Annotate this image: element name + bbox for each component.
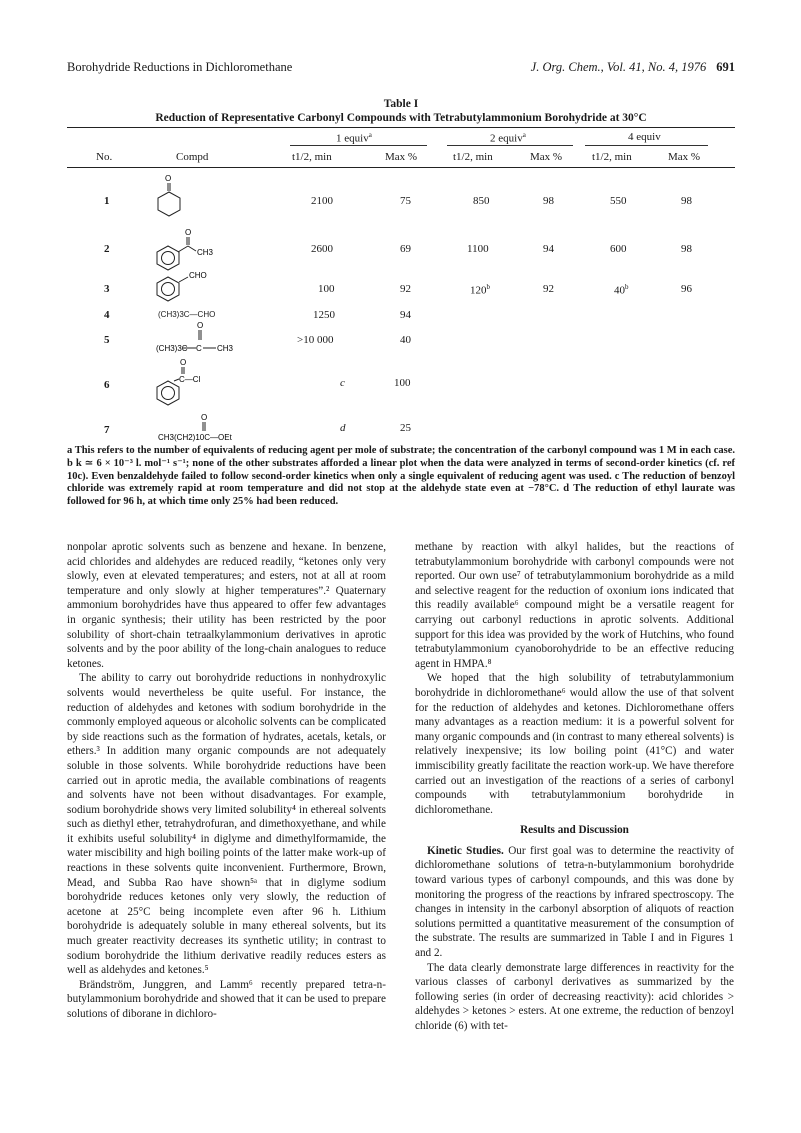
table-cell: 92 bbox=[400, 283, 411, 295]
group-rule-1 bbox=[290, 145, 427, 146]
col-header-t-half-2: t1/2, min bbox=[453, 151, 493, 163]
col-header-compd: Compd bbox=[176, 151, 209, 163]
table-cell: 92 bbox=[543, 283, 554, 295]
body-column-left bbox=[67, 540, 386, 1022]
table-cell: 94 bbox=[543, 243, 554, 255]
table-top-rule bbox=[67, 127, 735, 128]
table-cell: 1100 bbox=[467, 243, 489, 255]
row-number: 1 bbox=[104, 195, 110, 207]
pivaldehyde-formula: (CH3)3C—CHO bbox=[158, 310, 216, 319]
journal-citation: J. Org. Chem., Vol. 41, No. 4, 1976 691 bbox=[530, 60, 735, 74]
table-cell: 98 bbox=[681, 195, 692, 207]
paragraph: The ability to carry out borohydride reductions in nonhydroxylic solvents would nevertheless be quite useful. For instance, the reduction of aldehydes and ketones with sodium borohydride in the commonly employed aqueous or alcoholic solvents can be complicated by side reactions such as the formation of hydrates, acetals, ketals, or ethers.³ In addition many organic compounds are not adequately soluble in those solvents. While borohydride reductions have been carried out in aprotic media, the available combinations of reagents and solvents have not been without disadvantages. For example, sodium borohydride shows very limited solubility⁴ in ethereal solvents such as diethyl ether, tetrahydrofuran, and dimethoxyethane, and while it exhibits useful solubility⁴ in diglyme and dimethylformamide, the water miscibility and high boiling points of the latter make work-up of reactions in these solvents quite inconvenient. Furthermore, Brown, Mead, and Subba Rao have shown⁵ᵃ that in diglyme sodium borohydride reduces ketones only very slowly, the reduction of acetone at 25°C being incomplete even after 96 h. Lithium borohydride is adequately soluble in many ethereal solvents, but its much greater reactivity decreases its synthetic utility; in contrast to sodium borohydride the lithium derivative readily reduces esters as well as aldehydes and ketones.⁵ bbox=[67, 672, 386, 977]
svg-text:CH3: CH3 bbox=[217, 344, 234, 353]
body-column-right bbox=[415, 540, 734, 1034]
svg-text:(CH3)3C: (CH3)3C bbox=[156, 344, 188, 353]
svg-text:O: O bbox=[197, 321, 204, 330]
svg-text:C—Cl: C—Cl bbox=[179, 375, 201, 384]
col-header-max-4: Max % bbox=[668, 151, 701, 163]
paragraph: The data clearly demonstrate large differences in reactivity for the various classes of carbonyl derivatives as summarized by the following series (in order of decreasing reactivity): acid chlorides > aldehydes > ketones > esters. At one extreme, the reduction of benzoyl chloride (6) with tet- bbox=[415, 961, 734, 1032]
group-header-4equiv: 4 equiv bbox=[628, 131, 661, 143]
table-cell: 98 bbox=[681, 243, 692, 255]
page-number: 691 bbox=[716, 60, 735, 74]
paragraph: methane by reaction with alkyl halides, but the reactions of tetrabutylammonium borohydride with carbonyl compounds were not reported. Our own use⁷ of tetrabutylammonium borohydride as a mild and selective reagent for the reduction of oxonium ions indicated that this readily available⁶ compound might be a versatile reagent for carrying out carbonyl reductions in aprotic solvents. Additional support for this idea was provided by the work of Hutchins, who found tetrabutylammonium cyanoborohydride to be an effective reducing agent in HMPA.⁸ bbox=[415, 541, 734, 670]
row-number: 7 bbox=[104, 424, 110, 436]
benzaldehyde-structure bbox=[150, 268, 220, 304]
table-cell: d bbox=[340, 422, 346, 434]
row-number: 4 bbox=[104, 309, 110, 321]
section-heading: Results and Discussion bbox=[520, 824, 629, 837]
col-header-max-1: Max % bbox=[385, 151, 418, 163]
table-cell: 94 bbox=[400, 309, 411, 321]
col-header-max-2: Max % bbox=[530, 151, 563, 163]
table-cell: 40 bbox=[400, 334, 411, 346]
paragraph: We hoped that the high solubility of tetrabutylammonium borohydride in dichloromethane⁶ would allow the use of that solvent for the reduction of aldehydes and ketones. Dichloromethane offers many advantages as a reaction medium: it is a powerful solvent for many organic compounds and (in contrast to many ethereal solvents) is relatively inexpensive; its low boiling point (41°C) and water immiscibility greatly facilitate the reaction work-up. We have therefore carried out an investigation of the reactions of a series of carbonyl compounds with tetrabutylammonium borohydride in dichloromethane. bbox=[415, 672, 734, 816]
table-cell: 850 bbox=[473, 195, 490, 207]
table-caption bbox=[67, 97, 735, 125]
pinacolone-structure bbox=[156, 320, 236, 356]
row-number: 3 bbox=[104, 283, 110, 295]
svg-text:O: O bbox=[180, 358, 187, 367]
svg-text:O: O bbox=[165, 174, 172, 183]
group-header-1equiv: 1 equiv$^a$ bbox=[336, 131, 372, 145]
svg-text:O: O bbox=[201, 413, 208, 422]
group-rule-3 bbox=[585, 145, 708, 146]
svg-text:CHO: CHO bbox=[189, 271, 207, 280]
cyclohexanone-structure bbox=[150, 172, 200, 220]
svg-text:CH3: CH3 bbox=[197, 248, 214, 257]
table-cell: c bbox=[340, 377, 345, 389]
table-cell: 120$^b$ bbox=[470, 283, 490, 297]
run-in-heading: Kinetic Studies. bbox=[427, 844, 504, 857]
paragraph: Brändström, Junggren, and Lamm⁶ recently prepared tetra-n-butylammonium borohydride and showed that it can be used to prepare solutions of diborane in dichloro- bbox=[67, 978, 386, 1020]
paragraph: nonpolar aprotic solvents such as benzene and hexane. In benzene, acid chlorides and aldehydes are reduced readily, “ketones only very slowly, even at elevated temperatures; and esters, not at all at room temperature and only slowly at higher temperatures”.² Quaternary ammonium borohydrides have thus appeared to offer few advantages in organic synthesis; their utility has been restricted by the poor solubility of short-chain tetraalkylammonium derivatives in aprotic solvents and by the poor ability of the long-chain analogues to reduce ketones. bbox=[67, 541, 386, 670]
table-cell: 2600 bbox=[311, 243, 333, 255]
table-cell: >10 000 bbox=[297, 334, 334, 346]
row-number: 6 bbox=[104, 379, 110, 391]
table-cell: 100 bbox=[318, 283, 335, 295]
ethyl-laurate-structure bbox=[158, 412, 243, 442]
table-header-rule bbox=[67, 167, 735, 168]
table-cell: 2100 bbox=[311, 195, 333, 207]
table-cell: 98 bbox=[543, 195, 554, 207]
table-cell: 100 bbox=[394, 377, 411, 389]
table-label: Table I bbox=[383, 98, 419, 110]
paragraph: Kinetic Studies. Our first goal was to determine the reactivity of dichloromethane solutions of tetra-n-butylammonium borohydride toward various types of carbonyl compounds, and this was done by monitoring the progress of the reactions by infrared spectroscopy. The changes in intensity in the carbonyl absorption of aliquots of reaction solutions permitted a quantitative measurement of the consumption of the substrate. The results are summarized in Table I and in Figures 1 and 2. bbox=[415, 844, 734, 960]
table-cell: 550 bbox=[610, 195, 627, 207]
table-footnotes: a This refers to the number of equivalents of reducing agent per mole of substrate; the concentration of the carbonyl compound was 1 M in each case. b k ≃ 6 × 10⁻³ l. mol⁻¹ s⁻¹; none of the other substrates afforded a linear plot when the data were analyzed in terms of second-order kinetics (cf. ref 10c). Even benzaldehyde failed to follow second-order kinetics when only a single equivalent of reducing agent was used. c The reduction of benzoyl chloride was extremely rapid at room temperature and did not stop at the aldehyde state even at −78°C. d The reduction of ethyl laurate was followed for 96 h, at which time only 25% had been reduced. bbox=[67, 445, 735, 508]
col-header-no: No. bbox=[96, 151, 113, 163]
row-number: 5 bbox=[104, 334, 110, 346]
table-cell: 25 bbox=[400, 422, 411, 434]
group-rule-2 bbox=[447, 145, 573, 146]
table-cell: 69 bbox=[400, 243, 411, 255]
table-title: Reduction of Representative Carbonyl Compounds with Tetrabutylammonium Borohydride at 30°C bbox=[155, 112, 647, 124]
running-header bbox=[67, 60, 735, 76]
col-header-t-half-4: t1/2, min bbox=[592, 151, 632, 163]
svg-text:CH3(CH2)10C—OEt: CH3(CH2)10C—OEt bbox=[158, 433, 232, 442]
svg-text:O: O bbox=[185, 228, 192, 237]
svg-text:C: C bbox=[196, 344, 202, 353]
benzoyl-chloride-structure bbox=[150, 357, 220, 407]
table-cell: 96 bbox=[681, 283, 692, 295]
table-cell: 40$^b$ bbox=[614, 283, 629, 297]
running-title: Borohydride Reductions in Dichloromethane bbox=[67, 60, 293, 74]
col-header-t-half-1: t1/2, min bbox=[292, 151, 332, 163]
table-cell: 1250 bbox=[313, 309, 335, 321]
row-number: 2 bbox=[104, 243, 110, 255]
group-header-2equiv: 2 equiv$^a$ bbox=[490, 131, 526, 145]
acetophenone-structure bbox=[150, 226, 220, 272]
table-cell: 75 bbox=[400, 195, 411, 207]
table-cell: 600 bbox=[610, 243, 627, 255]
